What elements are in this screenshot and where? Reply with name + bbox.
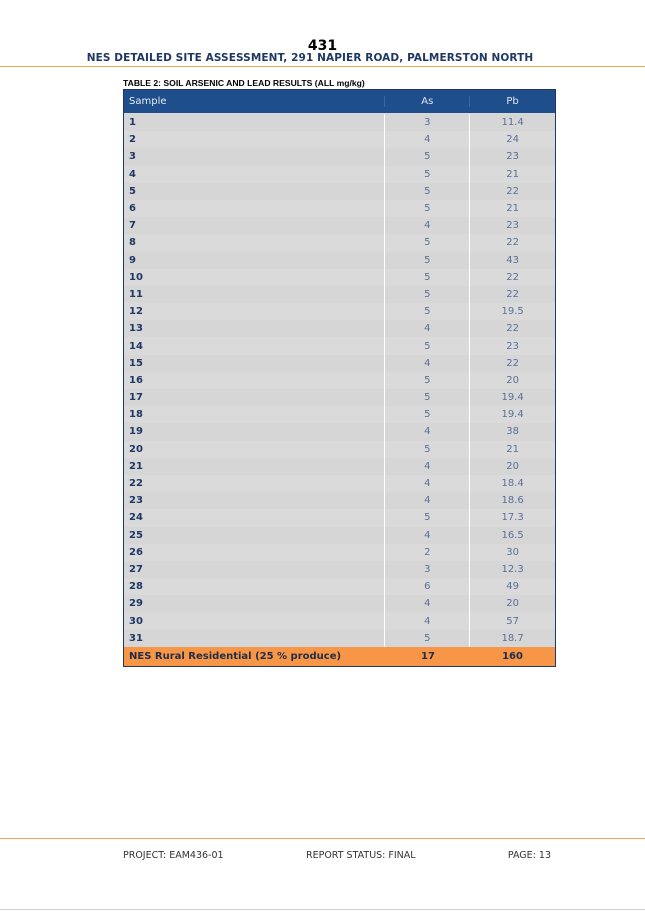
lead-cell: 21 xyxy=(506,203,519,215)
table-row xyxy=(124,148,555,165)
lead-cell: 22 xyxy=(506,271,519,283)
lead-cell: 30 xyxy=(506,546,519,558)
table-row xyxy=(124,458,555,475)
footer-page: PAGE: 13 xyxy=(507,850,551,861)
guideline-as-value: 17 xyxy=(421,650,435,662)
sample-id-cell: 30 xyxy=(124,612,385,629)
lead-cell: 22 xyxy=(506,185,519,197)
table-row xyxy=(124,578,555,595)
table-row xyxy=(124,372,555,389)
page-number: 431 xyxy=(307,38,338,54)
lead-cell: 18.7 xyxy=(501,632,524,644)
sample-id-cell: 19 xyxy=(124,423,385,440)
lead-cell: 19.4 xyxy=(501,409,524,421)
lead-cell: 20 xyxy=(506,598,519,610)
lead-cell: 22 xyxy=(506,288,519,300)
lead-cell: 22 xyxy=(506,237,519,249)
guideline-pb-value: 160 xyxy=(502,650,523,662)
lead-cell: 23 xyxy=(506,340,519,352)
footer-report-status: REPORT STATUS: FINAL xyxy=(306,850,416,861)
sample-id-cell: 8 xyxy=(124,234,385,251)
sample-id-cell: 12 xyxy=(124,303,385,320)
table-row xyxy=(124,509,555,526)
header-divider xyxy=(0,66,645,67)
lead-cell: 23 xyxy=(506,220,519,232)
table-row xyxy=(124,286,555,303)
lead-cell: 22 xyxy=(506,323,519,335)
arsenic-cell: 5 xyxy=(385,441,470,458)
table-row xyxy=(124,131,555,148)
arsenic-cell: 6 xyxy=(385,578,470,595)
sample-id-cell: 9 xyxy=(124,252,385,269)
sample-id-cell: 18 xyxy=(124,406,385,423)
table-row xyxy=(124,389,555,406)
sample-id-cell: 15 xyxy=(124,355,385,372)
table-row xyxy=(124,406,555,423)
page-footer xyxy=(123,850,553,862)
table-row xyxy=(124,114,555,131)
arsenic-cell: 4 xyxy=(385,527,470,544)
arsenic-cell: 4 xyxy=(385,612,470,629)
table-row xyxy=(124,630,555,647)
sample-id-cell: 27 xyxy=(124,561,385,578)
table-row xyxy=(124,183,555,200)
arsenic-cell: 4 xyxy=(385,458,470,475)
column-header-pb: Pb xyxy=(506,96,519,107)
sample-id-cell: 11 xyxy=(124,286,385,303)
lead-cell: 17.3 xyxy=(501,512,524,524)
lead-cell: 23 xyxy=(506,151,519,163)
arsenic-cell: 5 xyxy=(385,406,470,423)
sample-id-cell: 22 xyxy=(124,475,385,492)
table-row xyxy=(124,492,555,509)
lead-cell: 24 xyxy=(506,134,519,146)
column-header-sample: Sample xyxy=(124,96,385,107)
table-row xyxy=(124,166,555,183)
arsenic-cell: 4 xyxy=(385,492,470,509)
table-row xyxy=(124,320,555,337)
arsenic-cell: 5 xyxy=(385,166,470,183)
table-row xyxy=(124,544,555,561)
lead-cell: 19.5 xyxy=(501,306,524,318)
sample-id-cell: 23 xyxy=(124,492,385,509)
sample-id-cell: 10 xyxy=(124,269,385,286)
guideline-label: NES Rural Residential (25 % produce) xyxy=(129,650,342,662)
arsenic-cell: 5 xyxy=(385,286,470,303)
arsenic-cell: 5 xyxy=(385,303,470,320)
table-row xyxy=(124,612,555,629)
sample-id-cell: 6 xyxy=(124,200,385,217)
table-row xyxy=(124,234,555,251)
table-row xyxy=(124,527,555,544)
table-row xyxy=(124,303,555,320)
arsenic-cell: 5 xyxy=(385,269,470,286)
sample-id-cell: 14 xyxy=(124,337,385,354)
arsenic-cell: 5 xyxy=(385,183,470,200)
arsenic-cell: 2 xyxy=(385,544,470,561)
lead-cell: 43 xyxy=(506,254,519,266)
table-row xyxy=(124,423,555,440)
table-row xyxy=(124,269,555,286)
table-header-row xyxy=(124,90,555,113)
sample-id-cell: 26 xyxy=(124,544,385,561)
sample-id-cell: 24 xyxy=(124,509,385,526)
table-row xyxy=(124,561,555,578)
sample-id-cell: 31 xyxy=(124,630,385,647)
footer-divider xyxy=(0,838,645,839)
sample-id-cell: 16 xyxy=(124,372,385,389)
sample-id-cell: 25 xyxy=(124,527,385,544)
lead-cell: 18.4 xyxy=(501,478,524,490)
table-caption: TABLE 2: SOIL ARSENIC AND LEAD RESULTS (ALL mg/kg) xyxy=(123,78,365,88)
sample-id-cell: 28 xyxy=(124,578,385,595)
lead-cell: 11.4 xyxy=(501,117,524,129)
document-header-title: NES DETAILED SITE ASSESSMENT, 291 NAPIER ROAD, PALMERSTON NORTH xyxy=(86,52,534,64)
table-row xyxy=(124,337,555,354)
arsenic-cell: 4 xyxy=(385,423,470,440)
sample-id-cell: 3 xyxy=(124,148,385,165)
lead-cell: 20 xyxy=(506,374,519,386)
arsenic-cell: 5 xyxy=(385,509,470,526)
lead-cell: 38 xyxy=(506,426,519,438)
sample-id-cell: 29 xyxy=(124,595,385,612)
lead-cell: 22 xyxy=(506,357,519,369)
table-body xyxy=(124,113,555,647)
arsenic-cell: 4 xyxy=(385,131,470,148)
arsenic-cell: 5 xyxy=(385,372,470,389)
column-header-as: As xyxy=(385,96,470,107)
results-table xyxy=(123,89,556,667)
table-row xyxy=(124,595,555,612)
arsenic-cell: 5 xyxy=(385,234,470,251)
lead-cell: 49 xyxy=(506,581,519,593)
lead-cell: 20 xyxy=(506,460,519,472)
sample-id-cell: 21 xyxy=(124,458,385,475)
table-guideline-row xyxy=(124,647,555,666)
lead-cell: 57 xyxy=(506,615,519,627)
arsenic-cell: 5 xyxy=(385,148,470,165)
lead-cell: 12.3 xyxy=(501,563,524,575)
sample-id-cell: 20 xyxy=(124,441,385,458)
lead-cell: 21 xyxy=(506,443,519,455)
lead-cell: 16.5 xyxy=(501,529,524,541)
lead-cell: 19.4 xyxy=(501,392,524,404)
sample-id-cell: 17 xyxy=(124,389,385,406)
sample-id-cell: 7 xyxy=(124,217,385,234)
table-row xyxy=(124,441,555,458)
lead-cell: 18.6 xyxy=(501,495,524,507)
arsenic-cell: 3 xyxy=(385,114,470,131)
arsenic-cell: 5 xyxy=(385,337,470,354)
sample-id-cell: 5 xyxy=(124,183,385,200)
lead-cell: 21 xyxy=(506,168,519,180)
footer-project: PROJECT: EAM436-01 xyxy=(123,850,224,861)
arsenic-cell: 4 xyxy=(385,355,470,372)
page-bottom-edge xyxy=(0,909,645,910)
sample-id-cell: 13 xyxy=(124,320,385,337)
table-row xyxy=(124,252,555,269)
arsenic-cell: 5 xyxy=(385,252,470,269)
arsenic-cell: 5 xyxy=(385,389,470,406)
table-row xyxy=(124,355,555,372)
sample-id-cell: 2 xyxy=(124,131,385,148)
table-row xyxy=(124,217,555,234)
arsenic-cell: 4 xyxy=(385,320,470,337)
table-row xyxy=(124,475,555,492)
table-row xyxy=(124,200,555,217)
arsenic-cell: 5 xyxy=(385,630,470,647)
sample-id-cell: 4 xyxy=(124,166,385,183)
arsenic-cell: 5 xyxy=(385,200,470,217)
arsenic-cell: 4 xyxy=(385,475,470,492)
arsenic-cell: 3 xyxy=(385,561,470,578)
sample-id-cell: 1 xyxy=(124,114,385,131)
arsenic-cell: 4 xyxy=(385,217,470,234)
arsenic-cell: 4 xyxy=(385,595,470,612)
